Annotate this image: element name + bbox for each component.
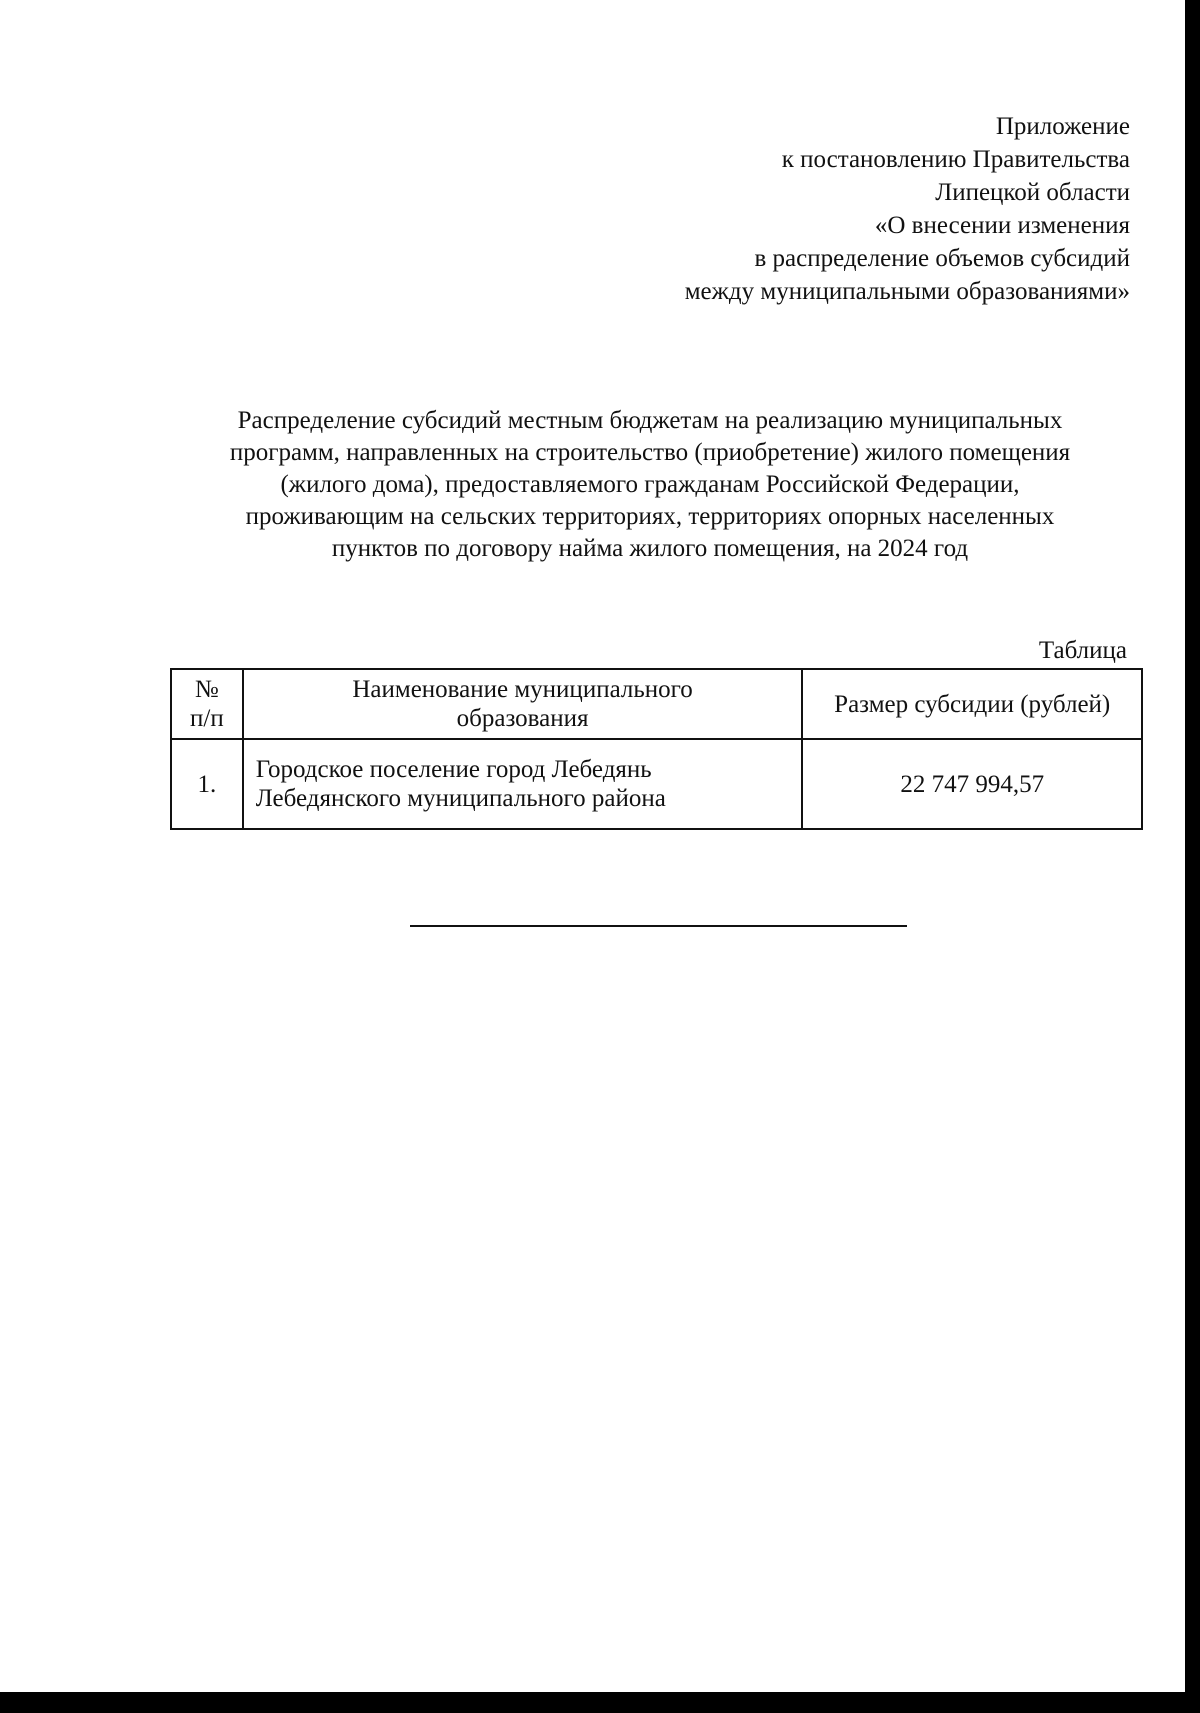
title-line: Распределение субсидий местным бюджетам на реализацию муниципальных <box>237 407 1063 434</box>
row-number: 1. <box>171 739 243 829</box>
appendix-line: «О внесении изменения <box>874 212 1130 239</box>
appendix-line: к постановлению Правительства <box>781 146 1130 173</box>
title-line: пунктов по договору найма жилого помещения, на 2024 год <box>331 535 969 562</box>
table-caption: Таблица <box>1038 637 1127 664</box>
appendix-line: Липецкой области <box>935 179 1130 206</box>
header-municipality <box>243 669 803 739</box>
header-number <box>171 669 243 739</box>
row-municipality-line: Лебедянского муниципального района <box>255 785 666 812</box>
header-number-line: п/п <box>190 705 224 732</box>
header-municipality-line: Наименование муниципального <box>352 676 693 703</box>
document-title <box>150 405 1150 565</box>
end-divider <box>410 925 907 927</box>
row-municipality-line: Городское поселение город Лебедянь <box>255 756 652 783</box>
appendix-header <box>685 110 1130 308</box>
title-line: проживающим на сельских территориях, территориях опорных населенных <box>245 503 1055 530</box>
header-amount: Размер субсидии (рублей) <box>802 669 1142 739</box>
header-municipality-line: образования <box>456 705 589 732</box>
appendix-line: Приложение <box>995 113 1130 140</box>
appendix-line: в распределение объемов субсидий <box>754 245 1130 272</box>
table-header-row <box>171 669 1142 739</box>
title-line: (жилого дома), предоставляемого гражданам Российской Федерации, <box>280 471 1020 498</box>
title-line: программ, направленных на строительство (приобретение) жилого помещения <box>229 439 1071 466</box>
subsidy-table <box>170 668 1143 830</box>
appendix-line: между муниципальными образованиями» <box>684 278 1130 305</box>
table-row <box>171 739 1142 829</box>
row-amount: 22 747 994,57 <box>802 739 1142 829</box>
header-number-line: № <box>194 676 219 703</box>
row-municipality <box>243 739 803 829</box>
